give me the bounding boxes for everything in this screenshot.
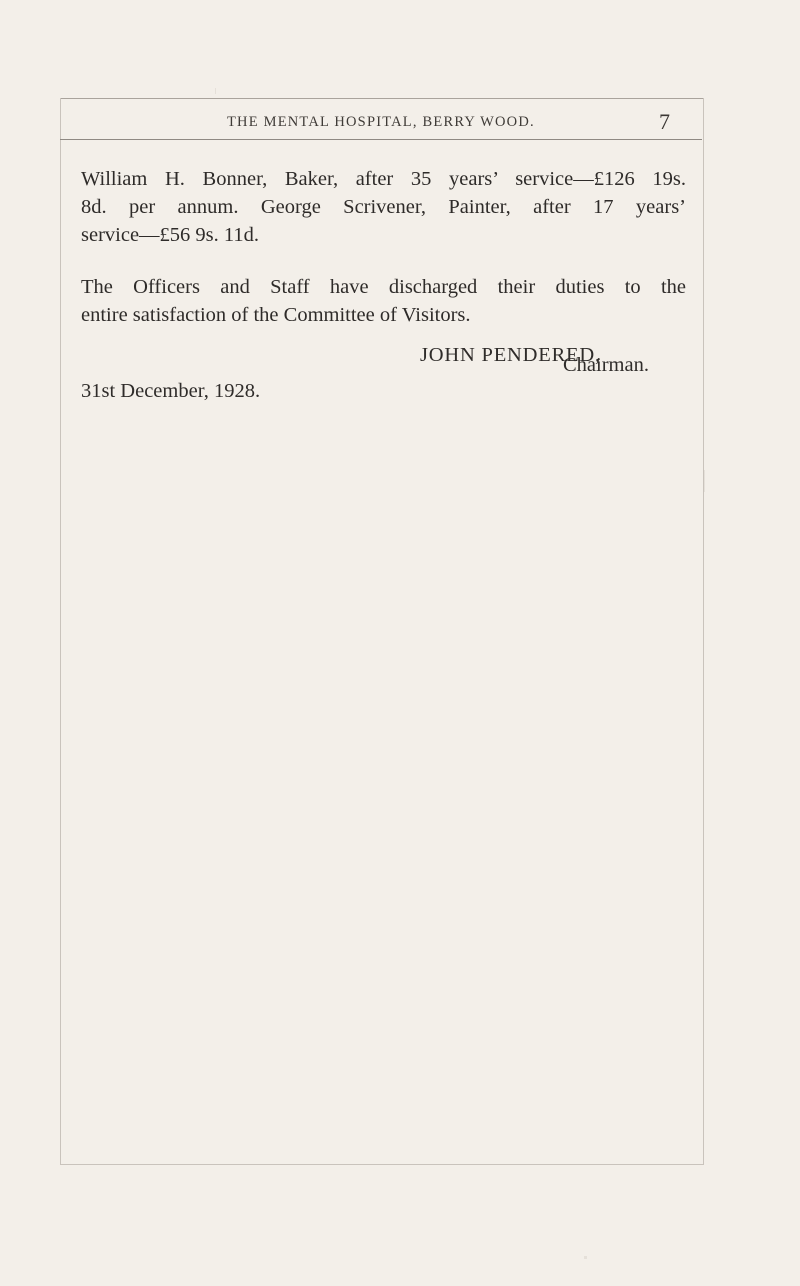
- running-head: [60, 111, 700, 139]
- signature-title: Chairman.: [563, 354, 649, 376]
- document-date: 31st December, 1928.: [81, 380, 261, 402]
- service-pensions-paragraph: [81, 165, 686, 249]
- page-frame: [60, 98, 704, 1165]
- paragraph-line: The Officers and Staff have discharged their duties to the: [81, 276, 686, 298]
- paragraph-line: entire satisfaction of the Committee of Visitors.: [81, 304, 471, 326]
- staff-satisfaction-paragraph: [81, 273, 686, 329]
- paragraph-line: William H. Bonner, Baker, after 35 years’ service—£126 19s.: [81, 168, 686, 190]
- paper-mark: [215, 88, 216, 94]
- paragraph-line: 8d. per annum. George Scrivener, Painter, after 17 years’: [81, 196, 686, 218]
- paper-mark: [704, 470, 705, 492]
- signature-name: JOHN PENDERED,: [420, 344, 601, 366]
- page-number: 7: [659, 109, 670, 134]
- paragraph-line: service—£56 9s. 11d.: [81, 224, 260, 246]
- header-rule: [60, 139, 702, 140]
- paper-mark: [584, 1256, 587, 1259]
- running-head-title: THE MENTAL HOSPITAL, BERRY WOOD.: [227, 114, 535, 130]
